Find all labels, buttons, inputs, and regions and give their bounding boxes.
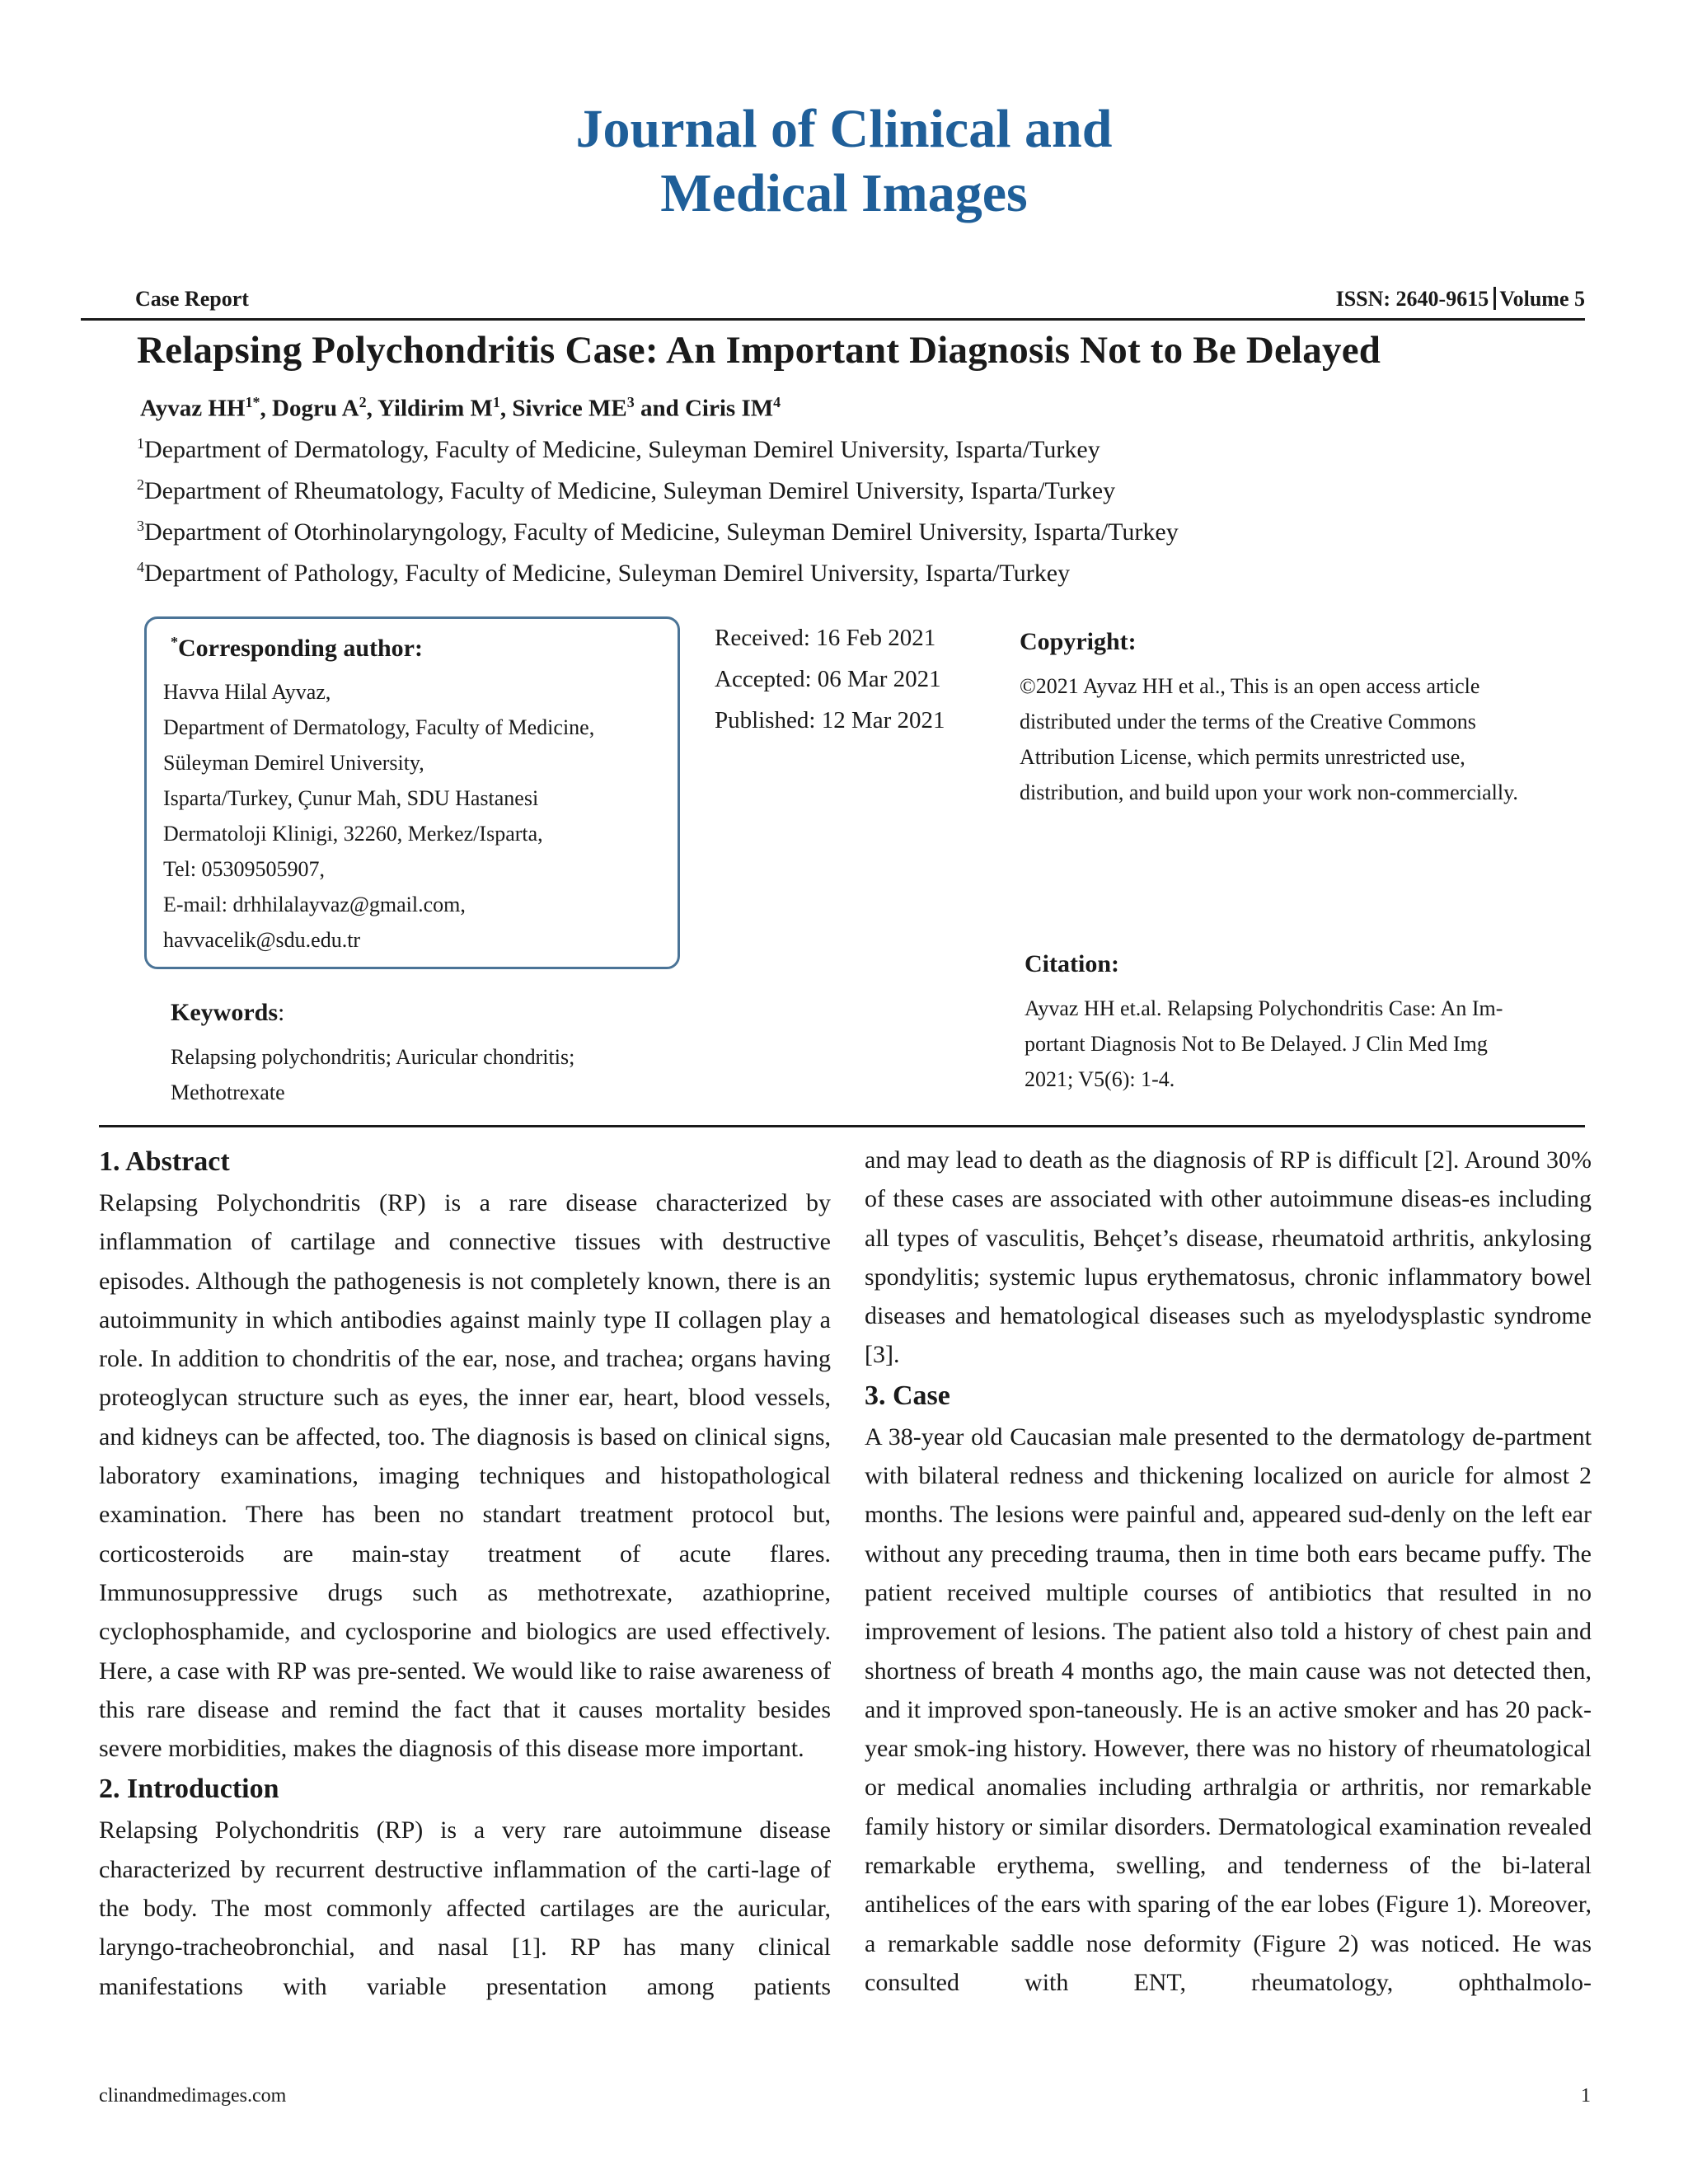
accepted-date: Accepted: 06 Mar 2021 (715, 666, 941, 692)
affiliation: $^3$Department of Otorhinolaryngology, Faculty of Medicine, Suleyman Demirel University, Isparta/Turkey (137, 518, 1179, 546)
issn-volume (1336, 287, 1585, 312)
citation-line: portant Diagnosis Not to Be Delayed. J Clin Med Img (1025, 1032, 1488, 1056)
affiliation: $^4$Department of Pathology, Faculty of Medicine, Suleyman Demirel University, Isparta/Turkey (137, 559, 1071, 587)
author: Dogru A (272, 395, 359, 422)
author-sup: 2 (359, 394, 367, 410)
separator-bar (1493, 287, 1496, 310)
author: Ayvaz HH (140, 395, 246, 422)
received-date: Received: 16 Feb 2021 (715, 625, 936, 651)
affiliation: $^2$Department of Rheumatology, Faculty of Medicine, Suleyman Demirel University, Isparta/Turkey (137, 476, 1116, 504)
corresponding-author-box (144, 616, 680, 969)
introduction-continued-text: and may lead to death as the diagnosis of RP is difficult [2]. Around 30% of these cases are associated with other autoimmune diseas-es including all types of vasculitis, Behçet’s disease, rheumatoid arthritis, ankylosing spondylitis; systemic lupus erythematosus, chronic inflammatory bowel diseases and hematological diseases such as myelodysplastic syndrome [3]. (865, 1146, 1592, 1369)
author: Yildirim M (377, 395, 493, 422)
section-heading-case: 3. Case (865, 1380, 950, 1411)
corresponding-email[interactable]: E-mail: drhhilalayvaz@gmail.com, (163, 893, 466, 916)
case-text: A 38-year old Caucasian male presented to the dermatology de-partment with bilateral redness and thickening localized on auricle for almost 2 months. The lesions were painful and, appeared sud-denly on the left ear without any preceding trauma, then in time both ears became puffy. The patient received multiple courses of antibiotics that resulted in no improvement of lesions. The patient also told a history of chest pain and shortness of breath 4 months ago, the main cause was not detected then, and it improved spon-taneously. He is an active smoker and has 20 pack-year smok-ing history. However, there was no history of rheumatological or medical anomalies including arthralgia or arthritis, nor remarkable family history or similar disorders. Dermatological examination revealed remarkable erythema, swelling, and tenderness of the bi-lateral antihelices of the ears with sparing of the ear lobes (Figure 1). Moreover, a remarkable saddle nose deformity (Figure 2) was noticed. He was consulted with ENT, rheumatology, ophthalmolo- (865, 1422, 1592, 1996)
affiliation: $^1$Department of Dermatology, Faculty of Medicine, Suleyman Demirel University, Isparta/Turkey (137, 435, 1100, 463)
copyright-line: distributed under the terms of the Creative Commons (1020, 710, 1476, 733)
article-title: Relapsing Polychondritis Case: An Important Diagnosis Not to Be Delayed (137, 329, 1381, 372)
author: Ciris IM (684, 395, 774, 422)
abstract-text: Relapsing Polychondritis (RP) is a rare disease characterized by inflammation of cartilage and connective tissues with destructive episodes. Although the pathogenesis is not completely known, there is an autoimmunity in which antibodies against mainly type II collagen play a role. In addition to chondritis of the ear, nose, and trachea; organs having proteoglycan structure such as eyes, the inner ear, heart, blood vessels, and kidneys can be affected, too. The diagnosis is based on clinical signs, laboratory examinations, imaging techniques and histopathological examination. There has been no standart treatment protocol but, corticosteroids are main-stay treatment of acute flares. Immunosuppressive drugs such as methotrexate, azathioprine, cyclophosphamide, and cyclosporine and biologics are used effectively. Here, a case with RP was pre-sented. We would like to raise awareness of this rare disease and remind the fact that it causes mortality besides severe morbidities, makes the diagnosis of this disease more important. (99, 1189, 831, 1763)
copyright-line: Attribution License, which permits unrestricted use, (1020, 745, 1465, 769)
introduction-text: Relapsing Polychondritis (RP) is a very rare autoimmune disease characterized by recurrent destructive inflammation of the carti-lage of the body. The most commonly affected cartilages are the auricular, laryngo-tracheobronchial, and nasal [1]. RP has many clinical manifestations with variable presentation among patients (99, 1816, 831, 2000)
page-number: 1 (1581, 2085, 1591, 2107)
citation-heading: Citation: (1025, 950, 1119, 977)
journal-title-line1: Journal of Clinical and (575, 99, 1113, 159)
divider-middle (99, 1125, 1585, 1127)
corresponding-line: Dermatoloji Klinigi, 32260, Merkez/Isparta, (163, 822, 543, 846)
journal-title (0, 97, 1688, 226)
keywords-heading: Keywords: (171, 999, 285, 1026)
corresponding-line: Süleyman Demirel University, (163, 751, 424, 775)
volume: Volume 5 (1499, 287, 1585, 311)
corresponding-line: Department of Dermatology, Faculty of Medicine, (163, 715, 595, 739)
footer-website[interactable]: clinandmedimages.com (99, 2085, 287, 2107)
copyright-line: distribution, and build upon your work non-commercially. (1020, 780, 1518, 804)
author-sup: 1 (492, 394, 500, 410)
corresponding-line: Tel: 05309505907, (163, 857, 326, 881)
copyright-heading: Copyright: (1020, 628, 1137, 655)
author: Sivrice ME (512, 395, 627, 422)
issn: ISSN: 2640-9615 (1335, 287, 1489, 311)
corresponding-line: Havva Hilal Ayvaz, (163, 680, 331, 704)
right-column (865, 1141, 1592, 2002)
journal-title-line2: Medical Images (660, 163, 1028, 223)
keywords-line: Methotrexate (171, 1080, 285, 1104)
author-list: Ayvaz $HH^{1*}$, Dogru $A^2$, Yildirim $M^1$, Sivrice $ME^3$ and Ciris $IM^4$ (140, 394, 781, 422)
article-type: Case Report (135, 287, 249, 311)
citation-line: 2021; V5(6): 1-4. (1025, 1067, 1175, 1091)
author-sup: 4 (773, 394, 781, 410)
author-sup: 3 (626, 394, 635, 410)
author-sup: 1* (245, 394, 260, 410)
left-column (99, 1141, 831, 2006)
section-heading-abstract: 1. Abstract (99, 1146, 230, 1177)
corresponding-email[interactable]: havvacelik@sdu.edu.tr (163, 928, 361, 952)
corresponding-line: Isparta/Turkey, Çunur Mah, SDU Hastanesi (163, 786, 539, 810)
copyright-line: ©2021 Ayvaz HH et al., This is an open access article (1020, 674, 1480, 698)
citation-line: Ayvaz HH et.al. Relapsing Polychondritis Case: An Im- (1025, 996, 1503, 1020)
corresponding-author-heading: *Corresponding author: (171, 634, 423, 662)
section-heading-introduction: 2. Introduction (99, 1774, 279, 1805)
divider-top (81, 318, 1585, 321)
published-date: Published: 12 Mar 2021 (715, 707, 945, 733)
keywords-line: Relapsing polychondritis; Auricular chondritis; (171, 1045, 575, 1069)
